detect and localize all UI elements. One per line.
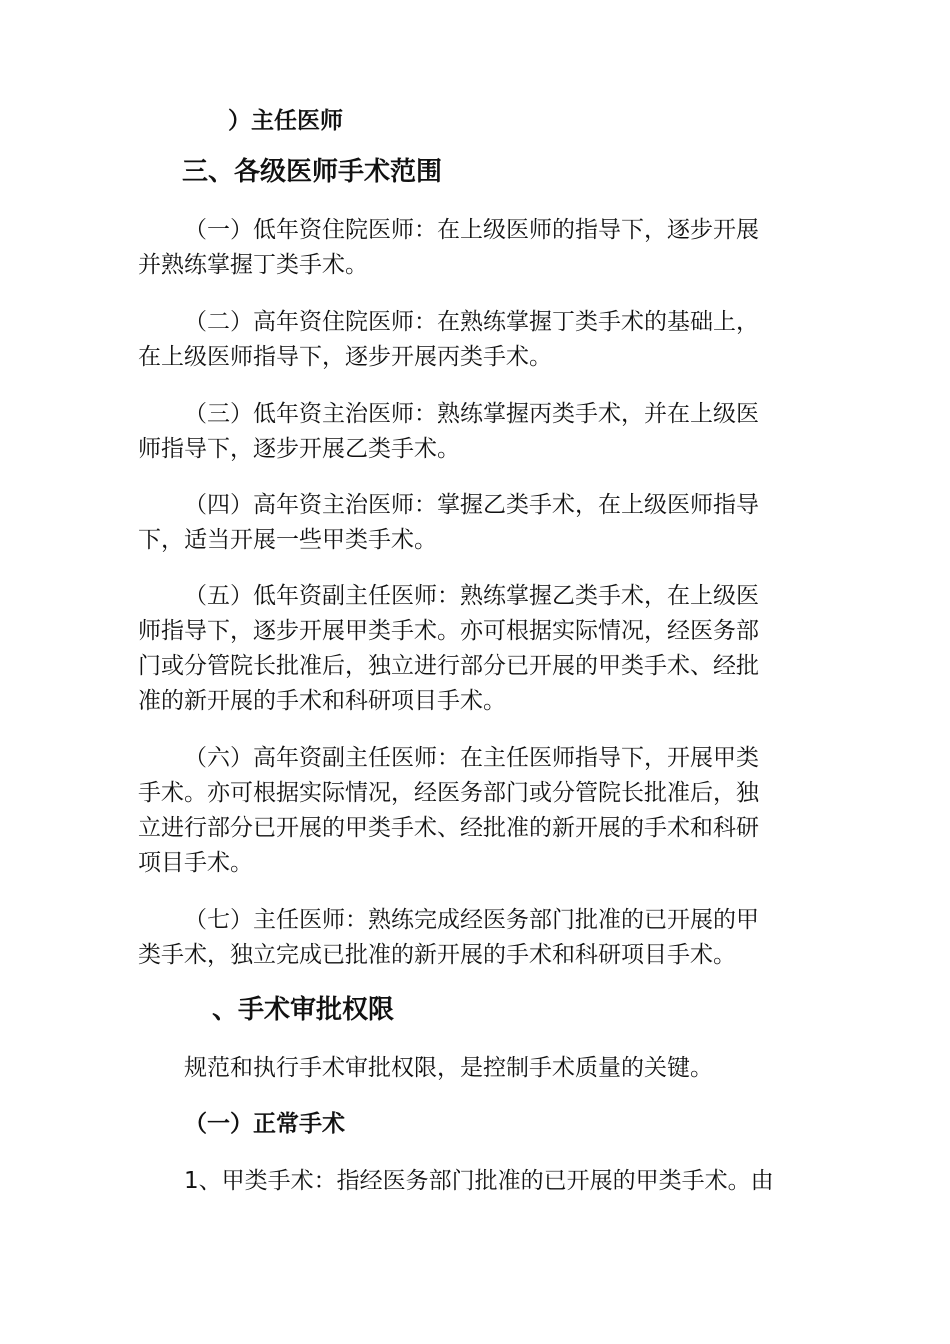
- paragraph-line: （七）主任医师：熟练完成经医务部门批准的已开展的甲: [184, 907, 759, 933]
- section-3-paragraph-4: [138, 488, 818, 558]
- section-3-paragraph-1: [138, 213, 818, 283]
- heading-previous-tail: ）主任医师: [228, 108, 343, 134]
- paragraph-line: 师指导下，逐步开展乙类手术。: [138, 436, 460, 462]
- paragraph-line: 类手术，独立完成已批准的新开展的手术和科研项目手术。: [138, 942, 736, 968]
- paragraph-line: 项目手术。: [138, 850, 253, 876]
- section-3-paragraph-7: [138, 903, 818, 973]
- paragraph-line: 师指导下，逐步开展甲类手术。亦可根据实际情况，经医务部: [138, 618, 759, 644]
- paragraph-line: （二）高年资住院医师：在熟练掌握丁类手术的基础上，: [184, 309, 759, 335]
- paragraph-line: （三）低年资主治医师：熟练掌握丙类手术，并在上级医: [184, 401, 759, 427]
- section-4-intro: 规范和执行手术审批权限，是控制手术质量的关键。: [184, 1055, 713, 1081]
- section-3-paragraph-2: [138, 305, 818, 375]
- paragraph-line: 手术。亦可根据实际情况，经医务部门或分管院长批准后，独: [138, 780, 759, 806]
- section-4-subheading: （一）正常手术: [184, 1111, 345, 1137]
- section-3-title: 三、各级医师手术范围: [182, 157, 443, 187]
- section-4-title: 、手术审批权限: [212, 995, 395, 1025]
- section-3-paragraph-5: [138, 579, 818, 719]
- paragraph-line: （六）高年资副主任医师：在主任医师指导下，开展甲类: [184, 745, 759, 771]
- section-3-paragraph-3: [138, 397, 818, 467]
- paragraph-line: （五）低年资副主任医师：熟练掌握乙类手术，在上级医: [184, 583, 759, 609]
- section-4-item-1: 1、甲类手术：指经医务部门批准的已开展的甲类手术。由: [184, 1168, 774, 1194]
- paragraph-line: 门或分管院长批准后，独立进行部分已开展的甲类手术、经批: [138, 653, 759, 679]
- paragraph-line: 立进行部分已开展的甲类手术、经批准的新开展的手术和科研: [138, 815, 759, 841]
- paragraph-line: （一）低年资住院医师：在上级医师的指导下，逐步开展: [184, 217, 759, 243]
- section-3-paragraph-6: [138, 741, 818, 881]
- paragraph-line: （四）高年资主治医师：掌握乙类手术，在上级医师指导: [184, 492, 759, 518]
- paragraph-line: 下，适当开展一些甲类手术。: [138, 527, 437, 553]
- paragraph-line: 在上级医师指导下，逐步开展丙类手术。: [138, 344, 552, 370]
- paragraph-line: 准的新开展的手术和科研项目手术。: [138, 688, 506, 714]
- paragraph-line: 并熟练掌握丁类手术。: [138, 252, 368, 278]
